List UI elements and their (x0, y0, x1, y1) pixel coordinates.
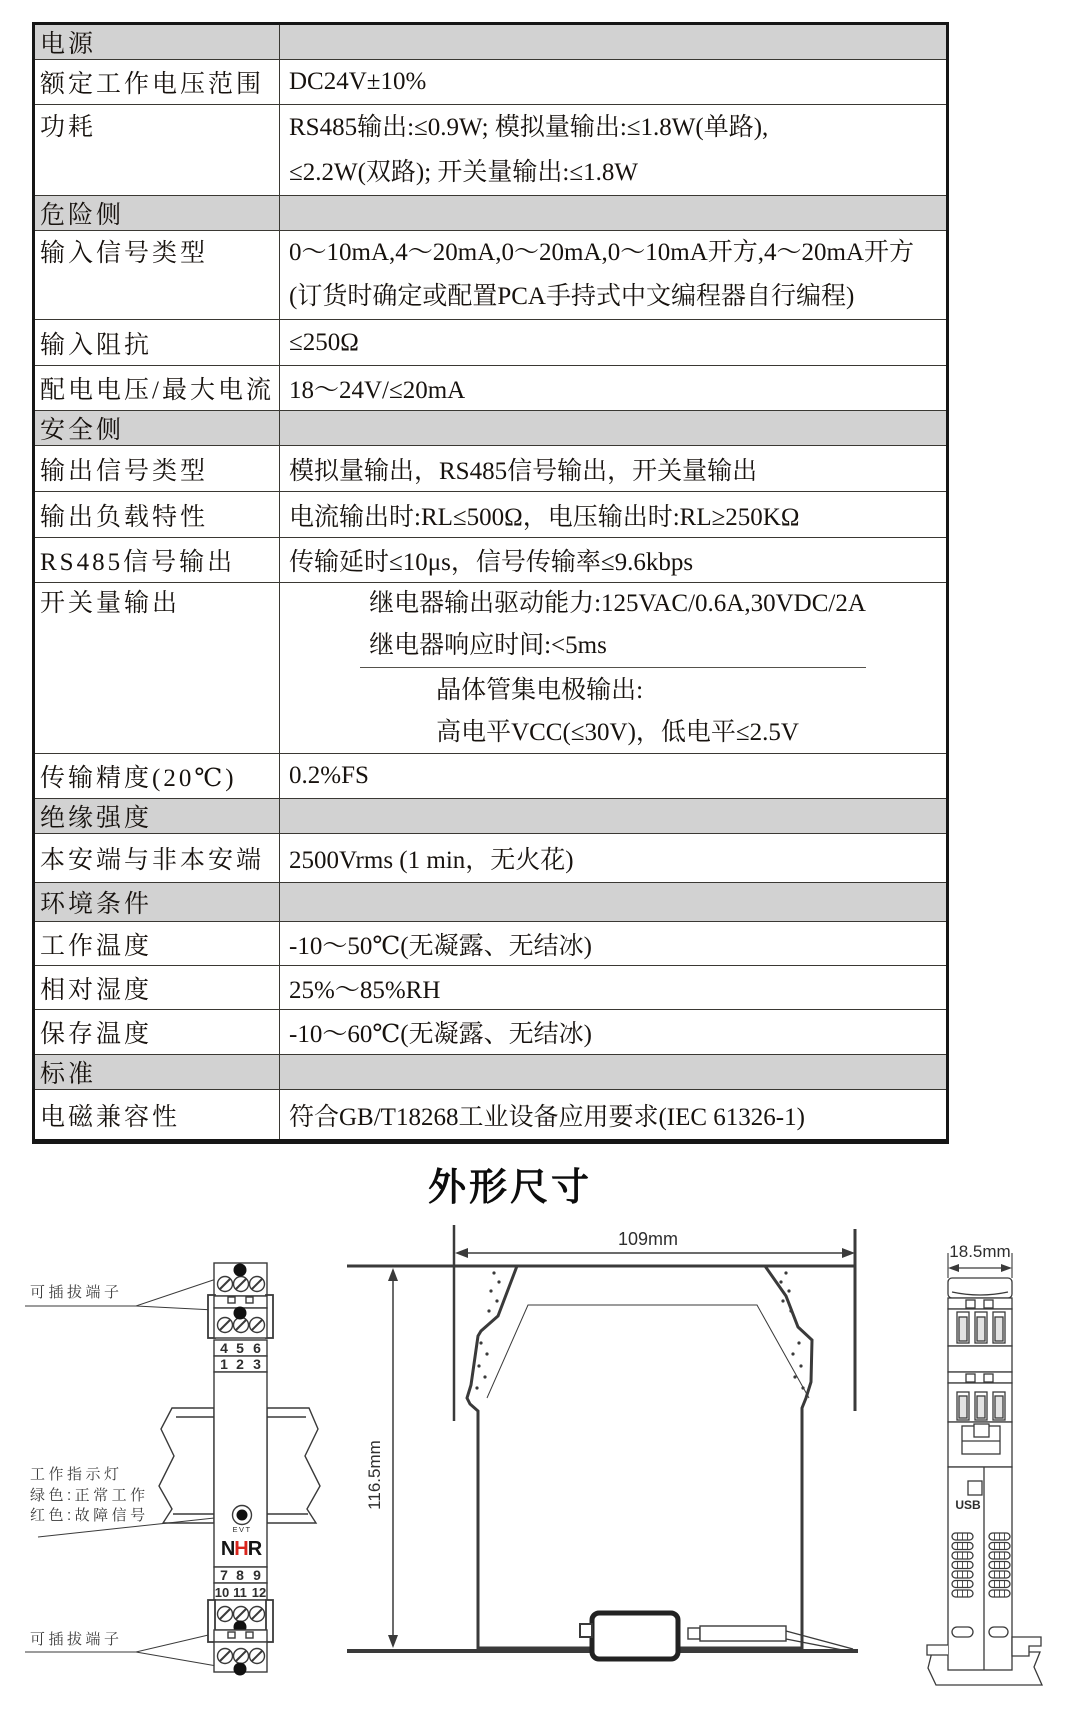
value-line: 0～10mA,4～20mA,0～20mA,0～10mA开方,4～20mA开方 (289, 239, 915, 266)
terminal-numbers-bottom (214, 1567, 267, 1600)
bottom-terminal-block (208, 1600, 273, 1676)
spec-value: -10～50℃(无凝露、无结冰) (289, 932, 592, 960)
nhr-logo (221, 1538, 263, 1560)
terminal-5: 5 (236, 1340, 244, 1356)
arrowhead-left (455, 1248, 468, 1258)
section-spacer (280, 1055, 946, 1089)
terminal-3: 3 (253, 1356, 261, 1372)
relay-output-block (360, 583, 866, 668)
table-row (35, 753, 946, 798)
spec-label: 工作温度 (35, 922, 280, 965)
section-label: 标准 (35, 1055, 280, 1089)
indicator-label-line: 绿色:正常工作 (30, 1486, 149, 1504)
table-row (35, 1009, 946, 1054)
spec-value: 18～24V/≤20mA (289, 377, 466, 404)
value-line: ≤2.2W(双路); 开关量输出:≤1.8W (289, 159, 638, 186)
spec-value: 模拟量输出，RS485信号输出，开关量输出 (289, 457, 758, 485)
spec-label: 输出信号类型 (35, 446, 280, 491)
terminal-1: 1 (220, 1356, 228, 1372)
section-label: 安全侧 (35, 411, 280, 445)
section-spacer (280, 196, 946, 230)
table-row (35, 445, 946, 491)
spec-label: 本安端与非本安端 (35, 834, 280, 882)
spec-value: 2500Vrms (1 min，无火花) (289, 847, 574, 874)
transistor-output-block (427, 668, 799, 754)
section-row-safe-side (35, 410, 946, 445)
side-view-drawing (927, 1242, 1042, 1685)
arrowhead-down (388, 1635, 398, 1648)
test-point-dot (234, 1264, 247, 1277)
spec-value: -10～60℃(无凝露、无结冰) (289, 1021, 592, 1048)
table-row (35, 230, 946, 319)
pluggable-terminal-label-bottom: 可插拔端子 (30, 1631, 123, 1648)
spec-value (280, 231, 946, 319)
spec-value: ≤250Ω (289, 328, 359, 356)
terminal-10: 10 (214, 1585, 230, 1600)
front-view-drawing (25, 1263, 320, 1676)
arrowhead-right (842, 1248, 855, 1258)
spec-value: 25%～85%RH (289, 976, 441, 1004)
spec-value: 符合GB/T18268工业设备应用要求(IEC 61326-1) (289, 1103, 805, 1131)
pluggable-terminal-label-top: 可插拔端子 (30, 1284, 123, 1301)
table-row (35, 491, 946, 537)
logo-r: R (247, 1538, 262, 1560)
logo-h: H (234, 1538, 248, 1560)
terminal-2: 2 (236, 1356, 244, 1372)
spec-label: 输入阻抗 (35, 320, 280, 365)
table-row (35, 365, 946, 410)
indicator-label-line: 红色:故障信号 (30, 1507, 149, 1524)
evt-label: EVT (232, 1525, 252, 1534)
spec-table (32, 22, 949, 1144)
table-row (35, 833, 946, 882)
section-label: 电源 (35, 25, 280, 59)
spec-label: 配电电压/最大电流 (35, 366, 280, 410)
spec-label: 电磁兼容性 (35, 1090, 280, 1139)
outline-title: 外形尺寸 (427, 1167, 592, 1209)
arrowhead-up (388, 1268, 398, 1281)
section-row-standard (35, 1054, 946, 1089)
height-dimension (365, 1268, 398, 1648)
value-line: 高电平VCC(≤30V)，低电平≤2.5V (436, 719, 799, 746)
module-sections (948, 1278, 1012, 1670)
section-label: 环境条件 (35, 883, 280, 921)
section-row-hazard-side (35, 195, 946, 230)
terminal-12: 12 (251, 1585, 267, 1600)
arrowhead-right (1001, 1264, 1012, 1272)
table-row (35, 921, 946, 965)
spec-label: 输出负载特性 (35, 492, 280, 537)
width-dimension-value: 109mm (617, 1229, 679, 1249)
outline-drawings (0, 1225, 1080, 1715)
terminal-numbers-top (214, 1340, 267, 1372)
table-row (35, 59, 946, 104)
value-line: 继电器响应时间:<5ms (369, 632, 607, 659)
spec-label: 相对湿度 (35, 966, 280, 1009)
spec-label: 传输精度(20℃) (35, 754, 280, 798)
value-line: (订货时确定或配置PCA手持式中文编程器自行编程) (289, 283, 855, 310)
spec-value: DC24V±10% (289, 68, 427, 95)
top-terminal-block (208, 1263, 273, 1338)
height-dimension-value: 116.5mm (365, 1440, 384, 1510)
section-label: 绝缘强度 (35, 799, 280, 833)
table-row-switch-output (35, 582, 946, 753)
test-point-dot (234, 1307, 247, 1320)
spec-value (280, 105, 946, 195)
spec-label: RS485信号输出 (35, 538, 280, 582)
terminal-4: 4 (220, 1340, 228, 1356)
section-spacer (280, 411, 946, 445)
terminal-6: 6 (253, 1340, 261, 1356)
indicator-label-line: 工作指示灯 (30, 1466, 123, 1483)
test-point-dot (234, 1663, 247, 1676)
terminal-9: 9 (253, 1567, 261, 1583)
side-profile-drawing (347, 1225, 858, 1659)
depth-dimension-value: 18.5mm (949, 1242, 1011, 1261)
spec-label: 额定工作电压范围 (35, 60, 280, 104)
table-row (35, 104, 946, 195)
table-row (35, 537, 946, 582)
section-row-environment (35, 882, 946, 921)
table-row (35, 965, 946, 1009)
section-spacer (280, 25, 946, 59)
spec-label: 功耗 (35, 105, 280, 195)
arrowhead-left (948, 1264, 959, 1272)
width-dimension (455, 1229, 855, 1258)
section-spacer (280, 883, 946, 921)
value-line: 继电器输出驱动能力:125VAC/0.6A,30VDC/2A (369, 590, 866, 617)
spec-label: 保存温度 (35, 1010, 280, 1054)
value-line: RS485输出:≤0.9W; 模拟量输出:≤1.8W(单路), (289, 114, 769, 141)
value-line: 晶体管集电极输出: (436, 677, 644, 704)
depth-dimension (948, 1242, 1012, 1278)
spec-value: 0.2%FS (289, 762, 369, 789)
logo-n: N (220, 1538, 235, 1560)
table-row (35, 1089, 946, 1139)
usb-label: USB (955, 1498, 981, 1512)
terminal-8: 8 (236, 1567, 244, 1583)
spec-value (280, 583, 946, 753)
section-row-insulation (35, 798, 946, 833)
terminal-11: 11 (233, 1585, 247, 1600)
spec-value: 传输延时≤10μs，信号传输率≤9.6kbps (289, 549, 694, 576)
table-row (35, 319, 946, 365)
work-indicator-light (233, 1506, 252, 1525)
terminal-7: 7 (220, 1567, 228, 1583)
section-label: 危险侧 (35, 196, 280, 230)
module-profile-outline (467, 1266, 812, 1648)
spec-label: 输入信号类型 (35, 231, 280, 319)
spec-label: 开关量输出 (35, 583, 280, 753)
section-spacer (280, 799, 946, 833)
section-row-power (35, 25, 946, 59)
spec-value: 电流输出时:RL≤500Ω，电压输出时:RL≥250KΩ (289, 503, 800, 531)
